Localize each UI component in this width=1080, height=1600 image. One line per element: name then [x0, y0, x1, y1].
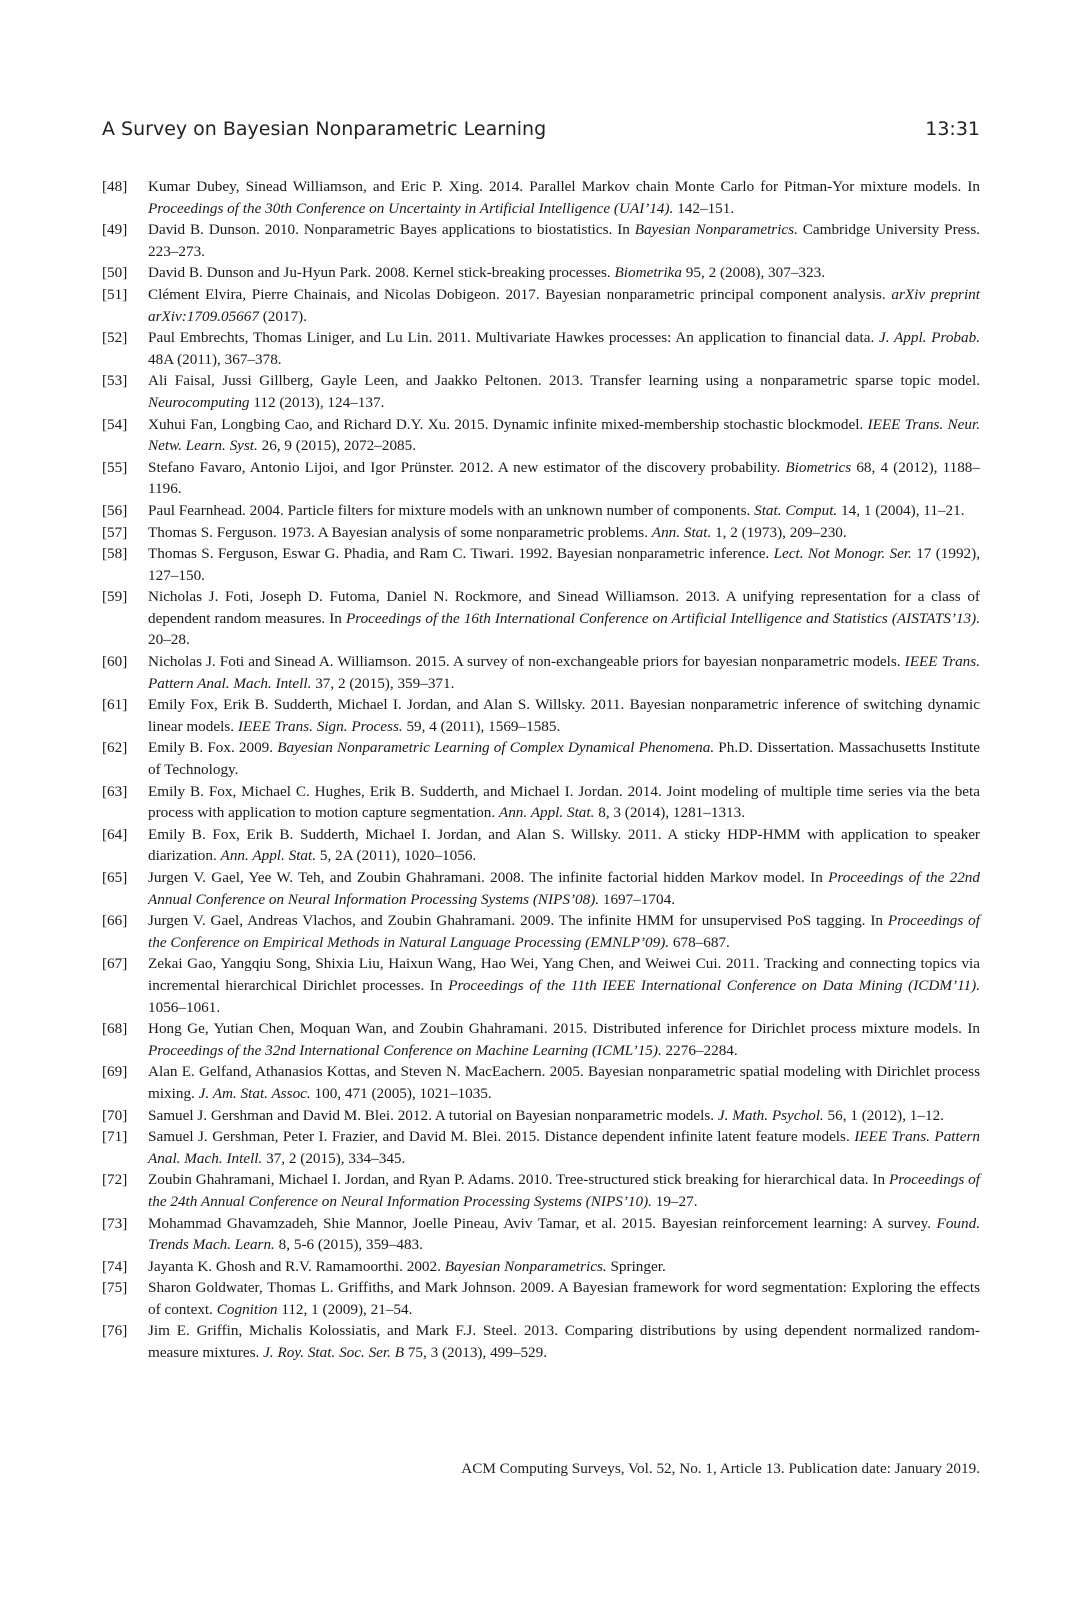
reference-number: [55]: [102, 458, 128, 476]
reference-text: [148, 737, 980, 780]
reference-number: [60]: [102, 653, 128, 671]
reference-item: [102, 1018, 980, 1061]
reference-segment: Cambridge University Press. 223–273.: [148, 221, 981, 260]
reference-text: [148, 219, 980, 262]
reference-segment: 678–687.: [669, 933, 730, 951]
reference-venue: Ann. Appl. Stat.: [220, 847, 317, 865]
reference-venue: Proceedings of the 11th IEEE International Conference on Data Mining (ICDM’11).: [448, 976, 980, 994]
reference-item: [102, 457, 980, 500]
reference-venue: Ann. Appl. Stat.: [498, 804, 595, 822]
reference-segment: Jim E. Griffin, Michalis Kolossiatis, and Mark F.J. Steel. 2013. Comparing distributions by using dependent normalized random-measure mixtures.: [148, 1322, 980, 1362]
reference-item: [102, 1213, 980, 1256]
reference-segment: Clément Elvira, Pierre Chainais, and Nicolas Dobigeon. 2017. Bayesian nonparametric principal component analysis.: [148, 285, 892, 303]
reference-segment: 1697–1704.: [599, 890, 675, 908]
reference-venue: J. Am. Stat. Assoc.: [198, 1084, 311, 1102]
reference-number: [49]: [102, 221, 128, 239]
reference-segment: Nicholas J. Foti and Sinead A. Williamson. 2015. A survey of non-exchangeable priors for bayesian nonparametric models.: [148, 653, 905, 671]
reference-segment: 112 (2013), 124–137.: [249, 393, 385, 411]
reference-item: [102, 414, 980, 457]
reference-number: [58]: [102, 545, 128, 563]
reference-number: [66]: [102, 912, 128, 930]
reference-segment: 59, 4 (2011), 1569–1585.: [402, 717, 561, 735]
reference-text: [148, 1061, 980, 1104]
reference-segment: Stefano Favaro, Antonio Lijoi, and Igor Prünster. 2012. A new estimator of the discovery probability.: [148, 458, 786, 476]
reference-text: [148, 651, 980, 694]
reference-number: [53]: [102, 372, 128, 390]
reference-item: [102, 176, 980, 219]
reference-item: [102, 1061, 980, 1104]
reference-number: [63]: [102, 782, 128, 800]
reference-segment: 8, 3 (2014), 1281–1313.: [594, 804, 746, 822]
reference-text: [148, 1169, 980, 1212]
reference-number: [56]: [102, 501, 128, 519]
reference-item: [102, 1126, 980, 1169]
reference-segment: 19–27.: [651, 1192, 698, 1210]
reference-segment: Paul Embrechts, Thomas Liniger, and Lu Lin. 2011. Multivariate Hawkes processes: An application to financial data.: [148, 329, 879, 347]
reference-number: [72]: [102, 1171, 128, 1189]
reference-number: [52]: [102, 329, 128, 347]
reference-text: [148, 543, 980, 586]
reference-segment: 37, 2 (2015), 334–345.: [262, 1149, 406, 1167]
reference-venue: Proceedings of the 16th International Conference on Artificial Intelligence and Statistics (AISTATS’13).: [345, 609, 980, 627]
reference-venue: Cognition: [216, 1300, 278, 1318]
reference-segment: Xuhui Fan, Longbing Cao, and Richard D.Y. Xu. 2015. Dynamic infinite mixed-membership stochastic blockmodel.: [148, 415, 868, 433]
reference-segment: Sharon Goldwater, Thomas L. Griffiths, and Mark Johnson. 2009. A Bayesian framework for word segmentation: Exploring the effects of context.: [148, 1279, 980, 1318]
reference-text: [148, 500, 980, 522]
reference-venue: Stat. Comput.: [754, 501, 838, 519]
reference-segment: Jurgen V. Gael, Yee W. Teh, and Zoubin Ghahramani. 2008. The infinite factorial hidden Markov model. In: [148, 869, 829, 886]
reference-item: [102, 867, 980, 910]
reference-text: [148, 694, 980, 737]
reference-segment: Mohammad Ghavamzadeh, Shie Mannor, Joelle Pineau, Aviv Tamar, et al. 2015. Bayesian reinforcement learning: A survey.: [148, 1214, 937, 1232]
reference-segment: Zekai Gao, Yangqiu Song, Shixia Liu, Haixun Wang, Hao Wei, Yang Chen, and Weiwei Cui. 2011. Tracking and connecting topics via incremental hierarchical Dirichlet processes. In: [148, 955, 980, 994]
reference-venue: arXiv preprint arXiv:1709.05667: [148, 285, 980, 325]
header-title: A Survey on Bayesian Nonparametric Learning: [102, 118, 547, 140]
page-number: 13:31: [925, 118, 980, 140]
reference-number: [68]: [102, 1020, 128, 1038]
reference-text: [148, 1277, 980, 1320]
reference-venue: Biometrika: [614, 264, 682, 282]
reference-segment: 2276–2284.: [661, 1041, 738, 1059]
reference-segment: David B. Dunson and Ju-Hyun Park. 2008. Kernel stick-breaking processes.: [148, 264, 615, 282]
reference-text: [148, 867, 980, 910]
reference-segment: Thomas S. Ferguson, Eswar G. Phadia, and Ram C. Tiwari. 1992. Bayesian nonparametric inference.: [148, 545, 774, 563]
reference-segment: 68, 4 (2012), 1188–1196.: [148, 458, 980, 498]
reference-number: [50]: [102, 264, 128, 282]
reference-number: [71]: [102, 1128, 128, 1146]
reference-venue: J. Roy. Stat. Soc. Ser. B: [263, 1344, 405, 1362]
reference-text: [148, 586, 980, 651]
reference-text: [148, 522, 980, 544]
reference-segment: 95, 2 (2008), 307–323.: [682, 264, 826, 282]
reference-item: [102, 781, 980, 824]
reference-item: [102, 500, 980, 522]
reference-segment: 1, 2 (1973), 209–230.: [711, 523, 847, 541]
reference-list: [102, 176, 980, 1364]
reference-venue: Biometrics: [785, 458, 852, 476]
reference-number: [65]: [102, 869, 128, 886]
reference-number: [51]: [102, 285, 128, 303]
reference-item: [102, 370, 980, 413]
reference-segment: Samuel J. Gershman, Peter I. Frazier, and David M. Blei. 2015. Distance dependent infinite latent feature models.: [148, 1128, 855, 1146]
reference-item: [102, 651, 980, 694]
reference-number: [54]: [102, 415, 128, 433]
reference-segment: 100, 471 (2005), 1021–1035.: [310, 1084, 492, 1102]
reference-segment: Jurgen V. Gael, Andreas Vlachos, and Zoubin Ghahramani. 2009. The infinite HMM for unsupervised PoS tagging. In: [148, 912, 888, 930]
reference-item: [102, 1256, 980, 1278]
reference-number: [48]: [102, 178, 128, 195]
reference-segment: Emily B. Fox, Michael C. Hughes, Erik B. Sudderth, and Michael I. Jordan. 2014. Joint modeling of multiple time series via the beta process with application to motion capture segmentation.: [148, 782, 980, 822]
reference-text: [148, 910, 980, 953]
reference-segment: 17 (1992), 127–150.: [148, 545, 980, 584]
footer-citation: ACM Computing Surveys, Vol. 52, No. 1, Article 13. Publication date: January 2019.: [461, 1460, 980, 1477]
reference-venue: IEEE Trans. Pattern Anal. Mach. Intell.: [148, 653, 980, 692]
reference-segment: Zoubin Ghahramani, Michael I. Jordan, and Ryan P. Adams. 2010. Tree-structured stick breaking for hierarchical data. In: [148, 1171, 889, 1189]
reference-item: [102, 824, 980, 867]
reference-number: [61]: [102, 696, 128, 714]
reference-venue: Found. Trends Mach. Learn.: [148, 1214, 980, 1254]
reference-segment: Thomas S. Ferguson. 1973. A Bayesian analysis of some nonparametric problems.: [148, 523, 652, 541]
reference-venue: Lect. Not Monogr. Ser.: [773, 545, 912, 563]
reference-item: [102, 1169, 980, 1212]
reference-text: [148, 457, 980, 500]
reference-venue: J. Appl. Probab.: [878, 329, 980, 347]
reference-segment: 1056–1061.: [148, 998, 221, 1016]
reference-venue: Proceedings of the 32nd International Conference on Machine Learning (ICML’15).: [148, 1041, 662, 1059]
reference-venue: J. Math. Psychol.: [717, 1106, 824, 1124]
reference-item: [102, 586, 980, 651]
reference-segment: 56, 1 (2012), 1–12.: [823, 1106, 944, 1124]
reference-segment: Jayanta K. Ghosh and R.V. Ramamoorthi. 2002.: [148, 1257, 445, 1275]
reference-text: [148, 262, 980, 284]
reference-segment: Ph.D. Dissertation. Massachusetts Institute of Technology.: [148, 739, 980, 779]
reference-segment: Ali Faisal, Jussi Gillberg, Gayle Leen, and Jaakko Peltonen. 2013. Transfer learning using a nonparametric sparse topic model.: [148, 372, 980, 390]
reference-segment: Emily Fox, Erik B. Sudderth, Michael I. Jordan, and Alan S. Willsky. 2011. Bayesian nonparametric inference of switching dynamic linear models.: [148, 696, 980, 735]
reference-segment: 20–28.: [148, 631, 190, 649]
reference-item: [102, 1320, 980, 1363]
reference-venue: Bayesian Nonparametric Learning of Complex Dynamical Phenomena.: [277, 739, 715, 757]
reference-text: [148, 1256, 980, 1278]
reference-item: [102, 327, 980, 370]
reference-number: [64]: [102, 825, 128, 843]
reference-number: [74]: [102, 1257, 128, 1275]
reference-number: [73]: [102, 1214, 128, 1232]
reference-segment: 5, 2A (2011), 1020–1056.: [316, 847, 477, 865]
reference-venue: IEEE Trans. Sign. Process.: [237, 717, 403, 735]
reference-text: [148, 1213, 980, 1256]
reference-number: [69]: [102, 1063, 128, 1081]
reference-segment: Emily B. Fox. 2009.: [148, 739, 278, 757]
reference-segment: 14, 1 (2004), 11–21.: [837, 501, 965, 519]
reference-venue: IEEE Trans. Pattern Anal. Mach. Intell.: [148, 1128, 980, 1167]
reference-segment: 112, 1 (2009), 21–54.: [277, 1300, 413, 1318]
reference-number: [76]: [102, 1322, 128, 1340]
reference-segment: Emily B. Fox, Erik B. Sudderth, Michael I. Jordan, and Alan S. Willsky. 2011. A sticky HDP-HMM with application to speaker diarization.: [148, 825, 980, 865]
reference-text: [148, 953, 980, 1018]
reference-venue: Bayesian Nonparametrics.: [634, 221, 798, 239]
reference-text: [148, 824, 980, 867]
reference-text: [148, 176, 980, 219]
reference-item: [102, 543, 980, 586]
reference-segment: 8, 5-6 (2015), 359–483.: [274, 1236, 423, 1254]
reference-number: [75]: [102, 1279, 128, 1297]
reference-segment: Samuel J. Gershman and David M. Blei. 2012. A tutorial on Bayesian nonparametric models.: [148, 1106, 718, 1124]
reference-segment: Springer.: [606, 1257, 666, 1275]
reference-venue: Proceedings of the 22nd Annual Conference on Neural Information Processing Systems (NIPS’08).: [148, 869, 980, 908]
reference-text: [148, 414, 980, 457]
reference-item: [102, 737, 980, 780]
reference-venue: Bayesian Nonparametrics.: [444, 1257, 607, 1275]
reference-venue: Proceedings of the Conference on Empirical Methods in Natural Language Processing (EMNLP’09).: [148, 912, 980, 951]
reference-venue: IEEE Trans. Neur. Netw. Learn. Syst.: [148, 415, 980, 455]
reference-segment: 48A (2011), 367–378.: [148, 350, 282, 368]
reference-segment: 37, 2 (2015), 359–371.: [311, 674, 455, 692]
reference-number: [70]: [102, 1106, 128, 1124]
reference-venue: Neurocomputing: [148, 393, 250, 411]
reference-segment: Kumar Dubey, Sinead Williamson, and Eric P. Xing. 2014. Parallel Markov chain Monte Carlo for Pitman-Yor mixture models. In: [148, 178, 980, 195]
reference-item: [102, 1105, 980, 1127]
reference-text: [148, 781, 980, 824]
reference-item: [102, 262, 980, 284]
reference-text: [148, 1126, 980, 1169]
reference-text: [148, 370, 980, 413]
reference-venue: Proceedings of the 24th Annual Conference on Neural Information Processing Systems (NIPS’10).: [148, 1171, 980, 1210]
reference-segment: Nicholas J. Foti, Joseph D. Futoma, Daniel N. Rockmore, and Sinead Williamson. 2013. A unifying representation for a class of dependent random measures. In: [148, 588, 980, 627]
reference-text: [148, 327, 980, 370]
reference-number: [67]: [102, 955, 128, 973]
reference-text: [148, 1018, 980, 1061]
reference-item: [102, 953, 980, 1018]
running-header: [102, 118, 980, 140]
reference-item: [102, 522, 980, 544]
reference-text: [148, 1105, 980, 1127]
reference-segment: 142–151.: [673, 199, 735, 217]
reference-segment: Paul Fearnhead. 2004. Particle filters for mixture models with an unknown number of components.: [148, 501, 755, 519]
reference-venue: Ann. Stat.: [651, 523, 712, 541]
reference-segment: David B. Dunson. 2010. Nonparametric Bayes applications to biostatistics. In: [148, 221, 635, 239]
reference-segment: 26, 9 (2015), 2072–2085.: [257, 437, 417, 455]
reference-segment: 75, 3 (2013), 499–529.: [404, 1344, 548, 1362]
reference-item: [102, 1277, 980, 1320]
reference-segment: Hong Ge, Yutian Chen, Moquan Wan, and Zoubin Ghahramani. 2015. Distributed inference for Dirichlet process mixture models. In: [148, 1020, 980, 1038]
reference-item: [102, 284, 980, 327]
reference-item: [102, 910, 980, 953]
reference-number: [57]: [102, 523, 128, 541]
reference-number: [59]: [102, 588, 128, 606]
reference-venue: Proceedings of the 30th Conference on Uncertainty in Artificial Intelligence (UAI’14).: [148, 199, 674, 217]
reference-item: [102, 219, 980, 262]
reference-item: [102, 694, 980, 737]
reference-number: [62]: [102, 739, 128, 757]
reference-segment: Alan E. Gelfand, Athanasios Kottas, and Steven N. MacEachern. 2005. Bayesian nonparametric spatial modeling with Dirichlet process mixing.: [148, 1063, 980, 1102]
reference-text: [148, 284, 980, 327]
reference-text: [148, 1320, 980, 1363]
reference-segment: (2017).: [258, 307, 308, 325]
